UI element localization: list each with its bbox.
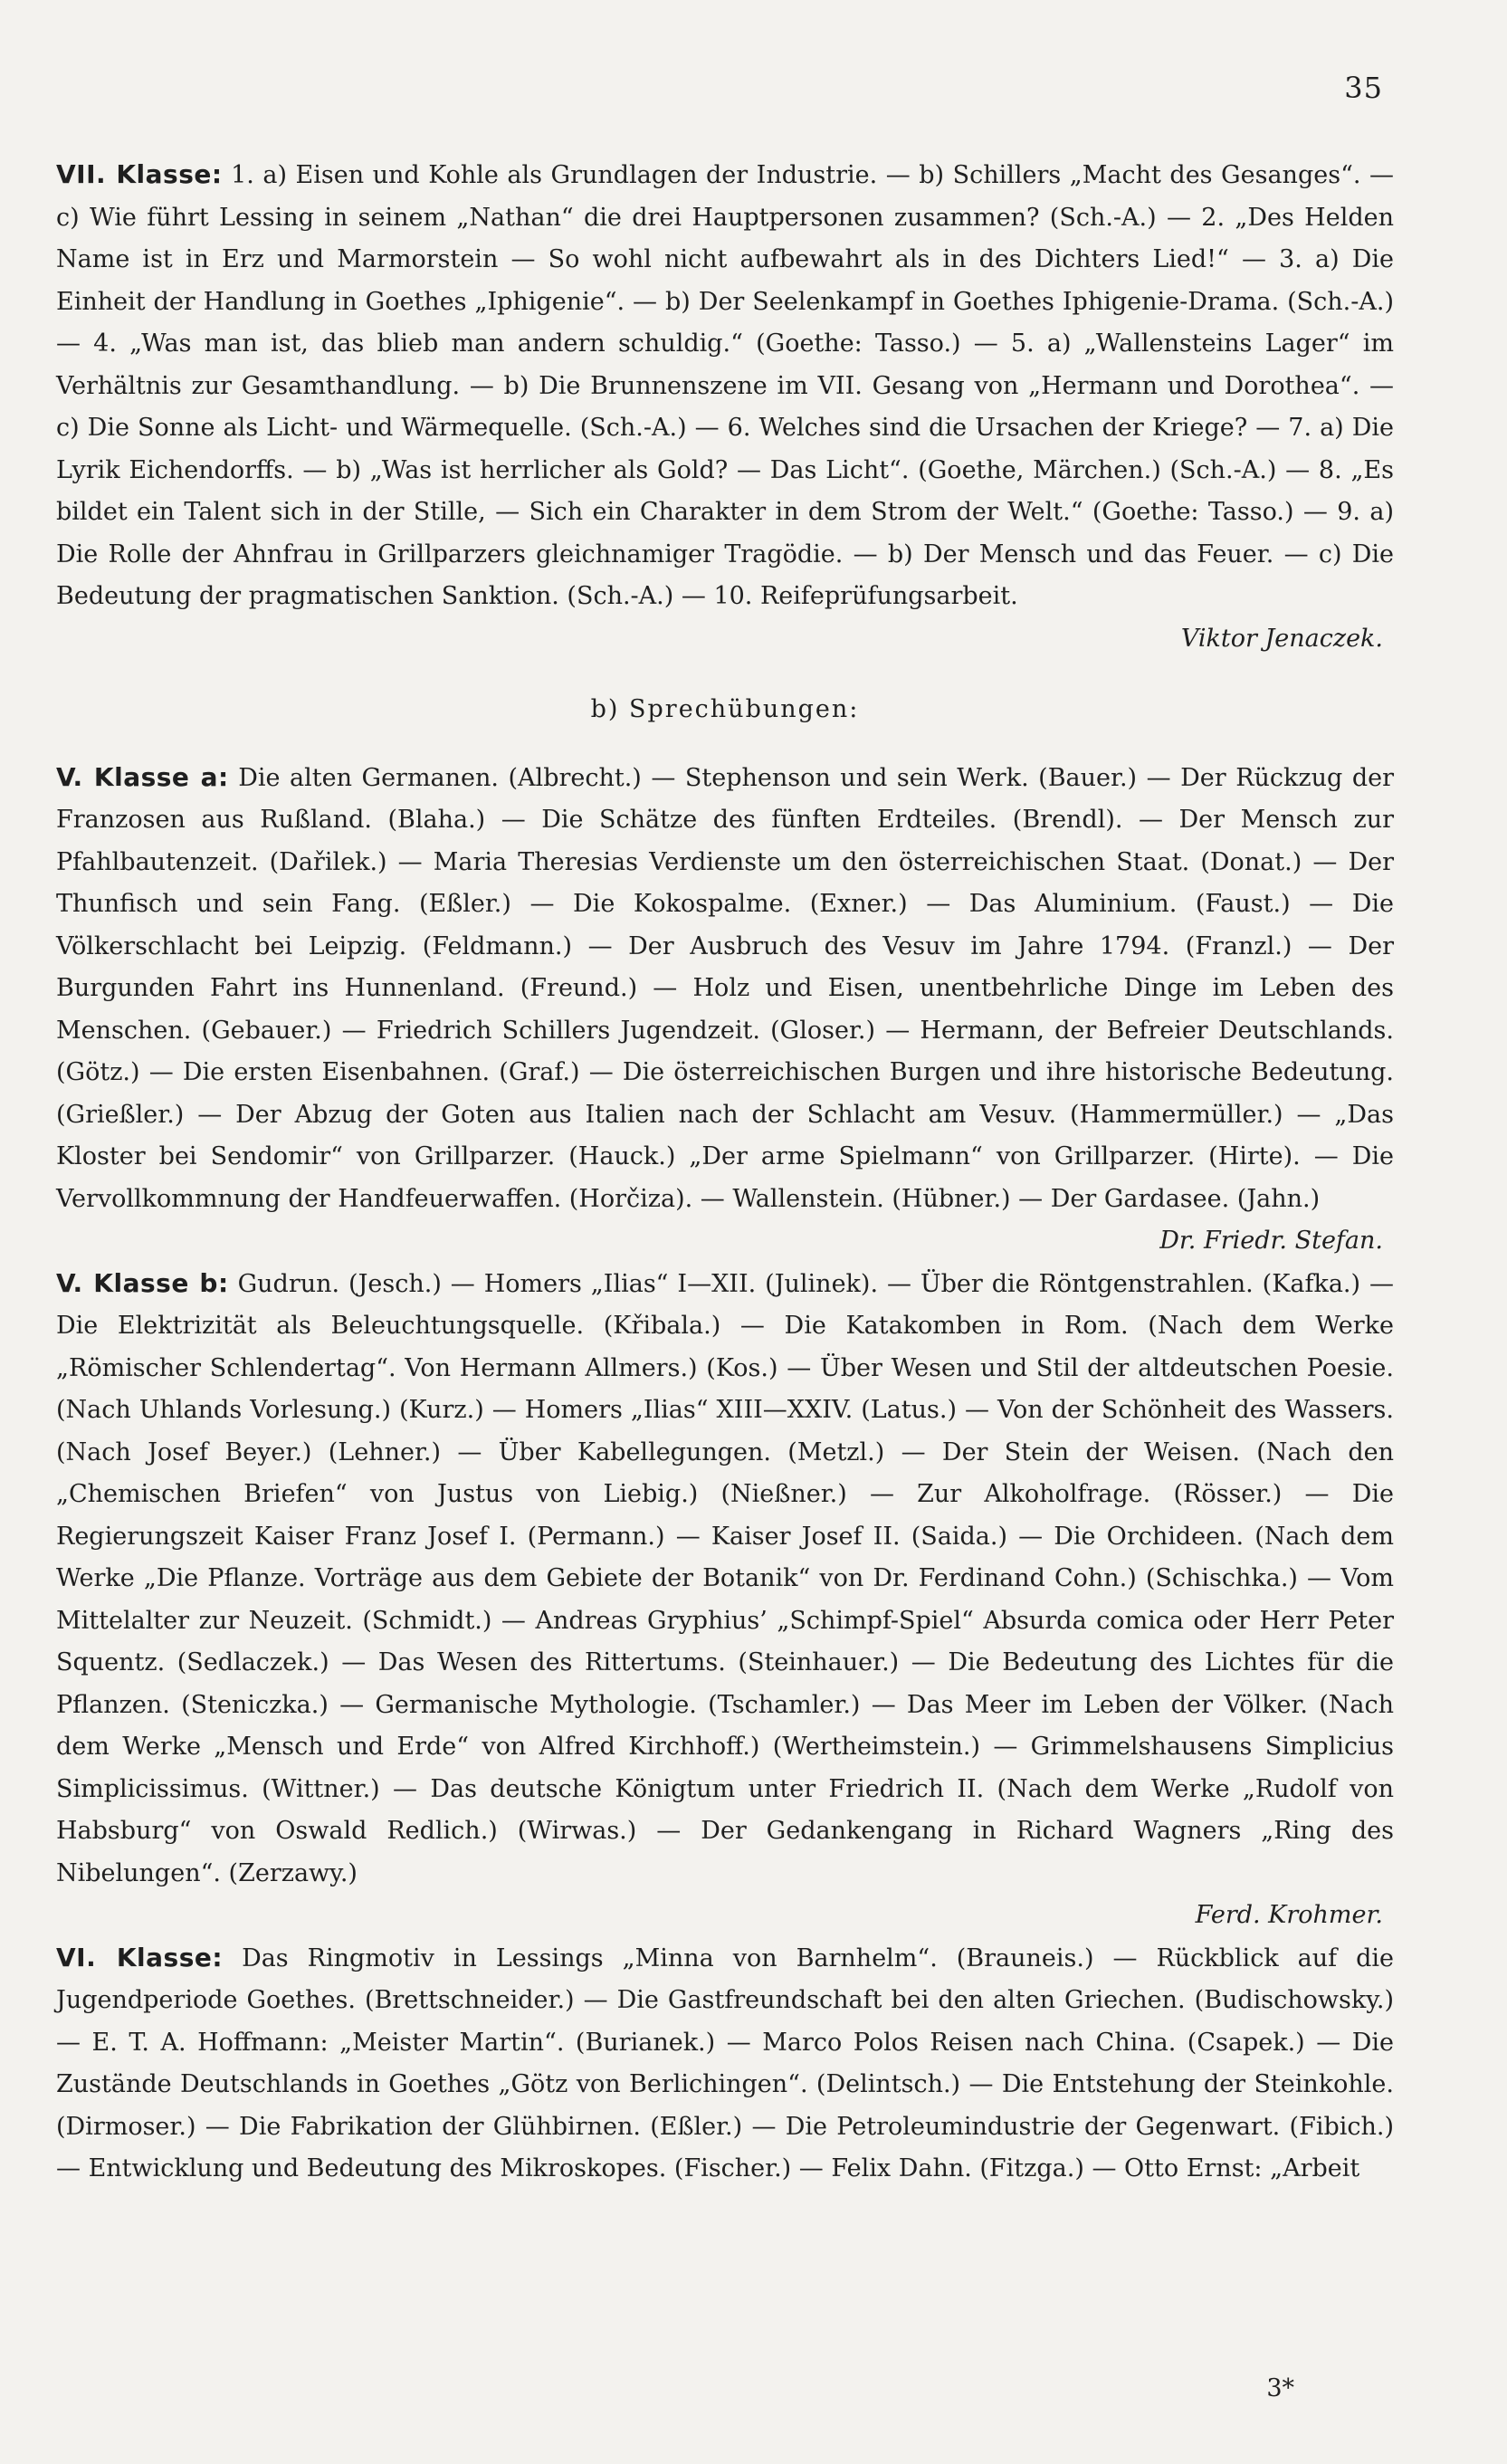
sprechuebungen-title: b) Sprechübungen: [590, 695, 860, 723]
page-content [56, 154, 1394, 2191]
document-page [56, 54, 1394, 2408]
section-vii [56, 154, 1394, 618]
section-vi [56, 1937, 1394, 2191]
section-vb-text: Gudrun. (Jesch.) — Homers „Ilias“ I—XII. (Julinek). — Über die Röntgenstrahlen. (Kafka.) — Die Elektrizität als Beleuchtungsquelle. (Křibala.) — Die Katakomben in Rom. (Nach dem Werke „Römischer Schlendertag“. Von Hermann Allmers.) (Kos.) — Über Wesen und Stil der altdeutschen Poesie. (Nach Uhlands Vorlesung.) (Kurz.) — Homers „Ilias“ XIII—XXIV. (Latus.) — Von der Schönheit des Wassers. (Nach Josef Beyer.) (Lehner.) — Über Kabellegungen. (Metzl.) — Der Stein der Weisen. (Nach den „Chemischen Briefen“ von Justus von Liebig.) (Nießner.) — Zur Alkoholfrage. (Rösser.) — Die Regierungszeit Kaiser Franz Josef I. (Permann.) — Kaiser Josef II. (Saida.) — Die Orchideen. (Nach dem Werke „Die Pflanze. Vorträge aus dem Gebiete der Botanik“ von Dr. Ferdinand Cohn.) (Schischka.) — Vom Mittelalter zur Neuzeit. (Schmidt.) — Andreas Gryphius’ „Schimpf-Spiel“ Absurda comica oder Herr Peter Squentz. (Sedlaczek.) — Das Wesen des Rittertums. (Steinhauer.) — Die Bedeutung des Lichtes für die Pflanzen. (Steniczka.) — Germanische Mythologie. (Tschamler.) — Das Meer im Leben der Völker. (Nach dem Werke „Mensch und Erde“ von Alfred Kirchhoff.) (Wertheimstein.) — Grimmelshausens Simplicius Simplicissimus. (Wittner.) — Das deutsche Königtum unter Friedrich II. (Nach dem Werke „Rudolf von Habsburg“ von Oswald Redlich.) (Wirwas.) — Der Gedankengang in Richard Wagners „Ring des Nibelungen“. (Zerzawy.) [56, 1269, 1394, 1887]
section-va-text: Die alten Germanen. (Albrecht.) — Stephenson und sein Werk. (Bauer.) — Der Rückzug der Franzosen aus Rußland. (Blaha.) — Die Schätze des fünften Erdteiles. (Brendl). — Der Mensch zur Pfahlbautenzeit. (Dařilek.) — Maria Theresias Verdienste um den österreichischen Staat. (Donat.) — Der Thunfisch und sein Fang. (Eßler.) — Die Kokospalme. (Exner.) — Das Aluminium. (Faust.) — Die Völkerschlacht bei Leipzig. (Feldmann.) — Der Ausbruch des Vesuv im Jahre 1794. (Franzl.) — Der Burgunden Fahrt ins Hunnenland. (Freund.) — Holz und Eisen, unentbehrliche Dinge im Leben des Menschen. (Gebauer.) — Friedrich Schillers Jugendzeit. (Gloser.) — Hermann, der Befreier Deutschlands. (Götz.) — Die ersten Eisenbahnen. (Graf.) — Die österreichischen Burgen und ihre historische Bedeutung. (Grießler.) — Der Abzug der Goten aus Italien nach der Schlacht am Vesuv. (Hammermüller.) — „Das Kloster bei Sendomir“ von Grillparzer. (Hauck.) „Der arme Spielmann“ von Grillparzer. (Hirte). — Die Vervollkommnung der Handfeuerwaffen. (Horčiza). — Wallenstein. (Hübner.) — Der Gardasee. (Jahn.) [56, 763, 1395, 1213]
section-vii-signature: Viktor Jenaczek. [1180, 624, 1383, 653]
page-number: 35 [1344, 71, 1383, 105]
section-vii-text: 1. a) Eisen und Kohle als Grundlagen der Industrie. — b) Schillers „Macht des Gesanges“. — c) Wie führt Lessing in seinem „Nathan“ die drei Hauptpersonen zusammen? (Sch.-A.) — 2. „Des Helden Name ist in Erz und Marmorstein — So wohl nicht aufbewahrt als in des Dichters Lied!“ — 3. a) Die Einheit der Handlung in Goethes „Iphigenie“. — b) Der Seelenkampf in Goethes Iphigenie-Drama. (Sch.-A.) — 4. „Was man ist, das blieb man andern schuldig.“ (Goethe: Tasso.) — 5. a) „Wallensteins Lager“ im Verhältnis zur Gesamthandlung. — b) Die Brunnenszene im VII. Gesang von „Hermann und Dorothea“. — c) Die Sonne als Licht- und Wärmequelle. (Sch.-A.) — 6. Welches sind die Ursachen der Kriege? — 7. a) Die Lyrik Eichendorffs. — b) „Was ist herrlicher als Gold? — Das Licht“. (Goethe, Märchen.) (Sch.-A.) — 8. „Es bildet ein Talent sich in der Stille, — Sich ein Charakter in dem Strom der Welt.“ (Goethe: Tasso.) — 9. a) Die Rolle der Ahnfrau in Grillparzers gleichnamiger Tragödie. — b) Der Mensch und das Feuer. — c) Die Bedeutung der pragmatischen Sanktion. (Sch.-A.) — 10. Reifeprüfungsarbeit. [56, 161, 1394, 610]
section-vb-signature: Ferd. Krohmer. [1195, 1901, 1383, 1929]
section-va [56, 757, 1394, 1221]
section-vi-text: Das Ringmotiv in Lessings „Minna von Barnhelm“. (Brauneis.) — Rückblick auf die Jugendperiode Goethes. (Brettschneider.) — Die Gastfreundschaft bei den alten Griechen. (Budischowsky.) — E. T. A. Hoffmann: „Meister Martin“. (Burianek.) — Marco Polos Reisen nach China. (Csapek.) — Die Zustände Deutschlands in Goethes „Götz von Berlichingen“. (Delintsch.) — Die Entstehung der Steinkohle. (Dirmoser.) — Die Fabrikation der Glühbirnen. (Eßler.) — Die Petroleumindustrie der Gegenwart. (Fibich.) — Entwicklung und Bedeutung des Mikroskopes. (Fischer.) — Felix Dahn. (Fitzga.) — Otto Ernst: „Arbeit [56, 1944, 1394, 2182]
section-va-signature: Dr. Friedr. Stefan. [1159, 1227, 1383, 1255]
section-vi-heading: VI. Klasse: [56, 1942, 224, 1972]
section-vb [56, 1263, 1394, 1896]
section-vii-heading: VII. Klasse: [56, 159, 223, 189]
section-vb-heading: V. Klasse b: [56, 1267, 229, 1298]
signature-mark: 3* [1266, 2374, 1294, 2402]
section-va-heading: V. Klasse a: [56, 761, 229, 792]
